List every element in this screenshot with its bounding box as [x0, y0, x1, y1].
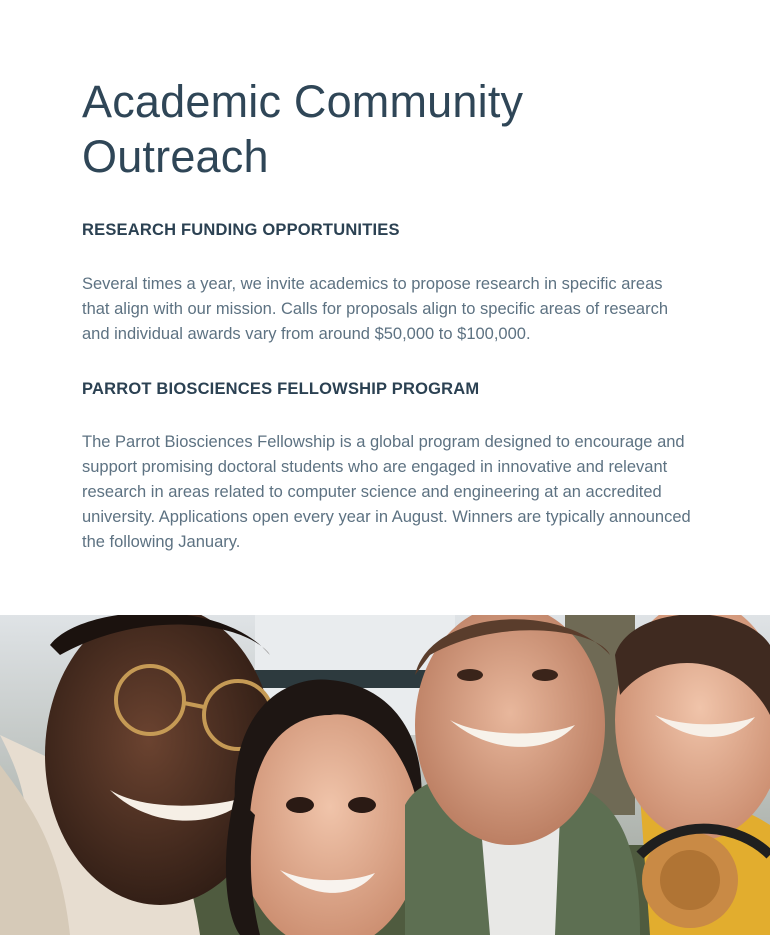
- main-content: [82, 74, 692, 555]
- research-funding-text: Several times a year, we invite academics to propose research in specific areas that align with our mission. Calls for proposals align to specific areas of research and individual awards vary from around $50,000 to $100,000.: [82, 275, 669, 343]
- fellowship-program-heading: PARROT BIOSCIENCES FELLOWSHIP PROGRAM: [82, 380, 480, 398]
- fellowship-program-text: The Parrot Biosciences Fellowship is a global program designed to encourage and support promising doctoral students who are engaged in innovative and relevant research in areas related to computer science and engineering at an accredited university. Applications open every year in August. Winners are typically announced the following January.: [82, 433, 691, 551]
- research-funding-heading: RESEARCH FUNDING OPPORTUNITIES: [82, 221, 400, 239]
- page-title: Academic Community Outreach: [82, 76, 524, 182]
- group-selfie-photo: [0, 615, 770, 935]
- group-selfie-image: [0, 615, 770, 935]
